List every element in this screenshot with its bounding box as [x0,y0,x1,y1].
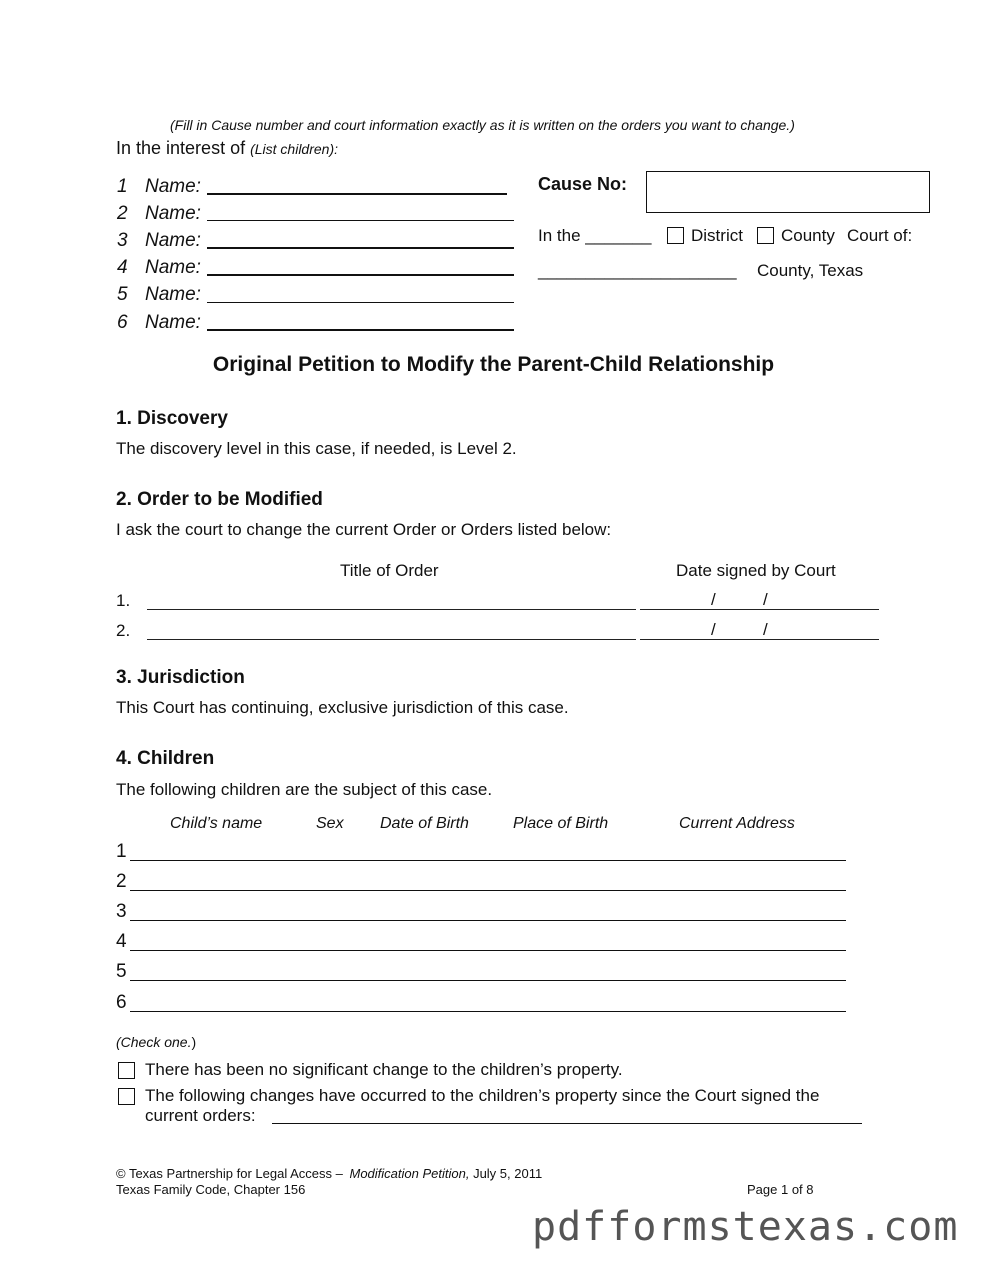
check-one-close: ) [191,1034,197,1050]
name-row-label: Name: [145,203,201,224]
check-one-text: (Check one. [116,1034,192,1050]
name-row-number: 3 [117,230,128,251]
no-property-change-checkbox[interactable] [118,1062,135,1079]
property-changes-label: The following changes have occurred to the children’s property since the Court signed the [145,1086,820,1105]
name-field-1[interactable] [207,193,507,195]
name-field-4[interactable] [207,274,514,276]
in-the-court-number: In the _______ [538,226,652,245]
name-row-label: Name: [145,176,201,197]
order-date-slashes: / / [711,620,768,639]
child-detail-field-6[interactable] [130,1011,846,1012]
col-date-of-birth: Date of Birth [380,815,469,832]
name-row-number: 5 [117,284,128,305]
no-property-change-label: There has been no significant change to the children’s property. [145,1060,623,1079]
order-title-field-2[interactable] [147,639,636,640]
child-detail-field-2[interactable] [130,890,846,891]
footer-copyright-line [116,1166,542,1181]
col-place-of-birth: Place of Birth [513,815,609,832]
discovery-text: The discovery level in this case, if needed, is Level 2. [116,439,517,458]
instruction-text: (Fill in Cause number and court information exactly as it is written on the orders you want to change.) [170,117,795,133]
child-row-number: 5 [116,961,127,982]
child-row-number: 1 [116,841,127,862]
order-row-number: 2. [116,621,131,640]
page-number: Page 1 of 8 [747,1182,814,1197]
interest-prefix: In the interest of [116,138,251,158]
children-text: The following children are the subject of this case. [116,780,493,799]
property-changes-checkbox[interactable] [118,1088,135,1105]
property-changes-field[interactable] [272,1123,862,1124]
discovery-heading: 1. Discovery [116,408,228,429]
name-field-6[interactable] [207,329,514,331]
footer-code: Texas Family Code, Chapter 156 [116,1182,306,1197]
name-field-2[interactable] [207,220,514,221]
child-detail-field-1[interactable] [130,860,846,861]
name-field-5[interactable] [207,302,514,303]
name-row-number: 1 [117,176,128,197]
name-row-number: 2 [117,203,128,224]
county-checkbox[interactable] [757,227,774,244]
col-childs-name: Child’s name [170,815,263,832]
footer-doc-name: Modification Petition, [349,1166,470,1181]
name-row-label: Name: [145,312,201,333]
child-detail-field-3[interactable] [130,920,846,921]
child-detail-field-4[interactable] [130,950,846,951]
order-title-field-1[interactable] [147,609,636,610]
check-one-note [116,1034,196,1050]
district-checkbox[interactable] [667,227,684,244]
order-row-number: 1. [116,591,131,610]
col-current-address: Current Address [679,815,795,832]
document-title: Original Petition to Modify the Parent-Child Relationship [212,353,775,376]
order-heading: 2. Order to be Modified [116,489,323,510]
current-orders-label: current orders: [145,1106,256,1125]
name-row-label: Name: [145,230,201,251]
district-label: District [691,226,743,245]
interest-hint: (List children): [250,141,338,157]
cause-no-input[interactable] [646,171,930,213]
footer-date: July 5, 2011 [473,1166,543,1181]
col-sex: Sex [316,815,344,832]
watermark-text: pdfformstexas.com [532,1204,959,1250]
name-field-3[interactable] [207,247,514,249]
title-of-order-header: Title of Order [340,561,439,580]
county-label: County [781,226,835,245]
county-name-field[interactable]: _____________________ [538,261,737,280]
jurisdiction-text: This Court has continuing, exclusive jurisdiction of this case. [116,698,569,717]
order-date-slashes: / / [711,590,768,609]
child-detail-field-5[interactable] [130,980,846,981]
children-heading: 4. Children [116,748,215,769]
cause-no-label: Cause No: [538,174,628,194]
court-of-label: Court of: [847,226,913,245]
jurisdiction-heading: 3. Jurisdiction [116,667,245,688]
county-texas-label: County, Texas [757,261,864,280]
name-row-number: 6 [117,312,128,333]
name-row-label: Name: [145,284,201,305]
footer-copyright: © Texas Partnership for Legal Access – [116,1166,343,1181]
child-row-number: 4 [116,931,127,952]
name-row-number: 4 [117,257,128,278]
child-row-number: 2 [116,871,127,892]
child-row-number: 6 [116,992,127,1013]
order-text: I ask the court to change the current Order or Orders listed below: [116,520,612,539]
name-row-label: Name: [145,257,201,278]
interest-line [116,138,338,159]
child-row-number: 3 [116,901,127,922]
date-signed-header: Date signed by Court [676,561,836,580]
